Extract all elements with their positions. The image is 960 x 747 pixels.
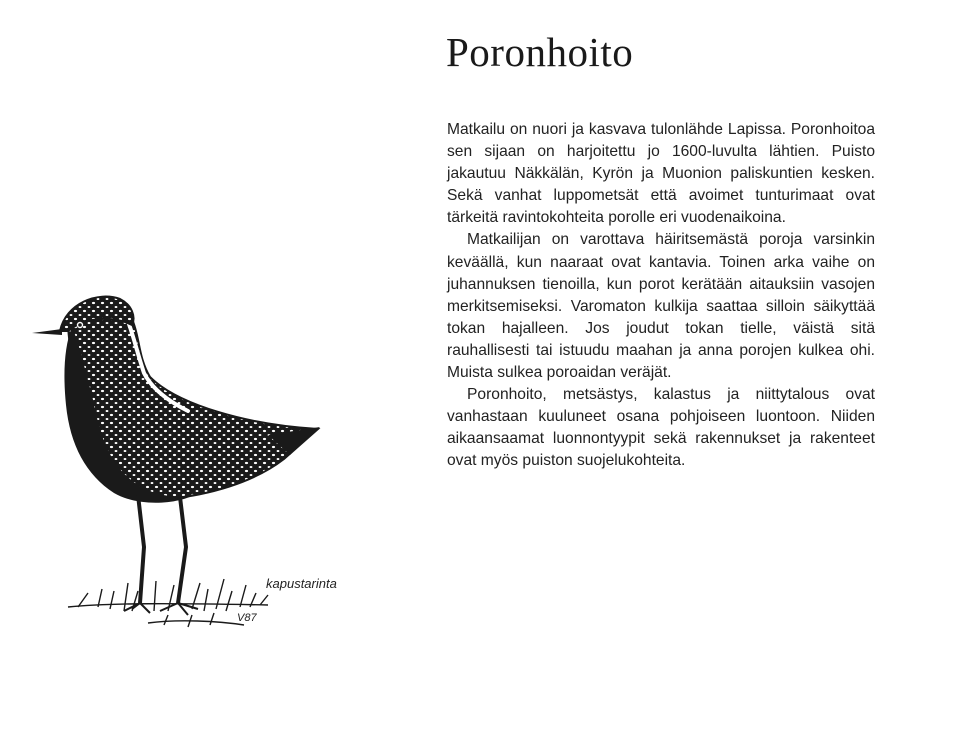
bird-beak (32, 329, 62, 335)
figure-caption: kapustarinta (266, 576, 337, 591)
bird-leg-right (178, 497, 186, 603)
golden-plover-illustration (28, 285, 348, 655)
artist-signature: V87 (237, 612, 257, 624)
body-text (447, 119, 875, 473)
bird-leg-left (138, 495, 144, 603)
paragraph: Matkailu on nuori ja kasvava tulonlähde Lapissa. Poronhoitoa sen sijaan on harjoitettu jo 1600-luvulta lähtien. Puisto jakautuu Näkkälän, Kyrön ja Muonion paliskuntien kesken. Sekä vanhat luppometsät että avoimet tunturimaat ovat tärkeitä ravintokohteita porolle eri vuodenaikoina. (447, 121, 875, 227)
paragraph: Poronhoito, metsästys, kalastus ja niittytalous ovat vanhastaan kuuluneet osana pohjoiseen luontoon. Niiden aikaansaamat luonnontyypit sekä rakennukset ja rakenteet ovat myös puiston suojelukohteita. (447, 386, 875, 470)
paragraph: Matkailijan on varottava häiritsemästä poroja varsinkin keväällä, kun naaraat ovat kantavia. Toinen arka vaihe on juhannuksen tienoilla, kun porot kerätään aitauksiin vasojen merkitsemiseksi. Varomaton kulkija saattaa silloin säikyttää tokan hajalleen. Jos joudut tokan tielle, väistä sitä rauhallisesti tai istuudu maahan ja anna porojen kulkea ohi. Muista sulkea poroaidan veräjät. (447, 231, 875, 382)
page-title: Poronhoito (446, 29, 634, 75)
